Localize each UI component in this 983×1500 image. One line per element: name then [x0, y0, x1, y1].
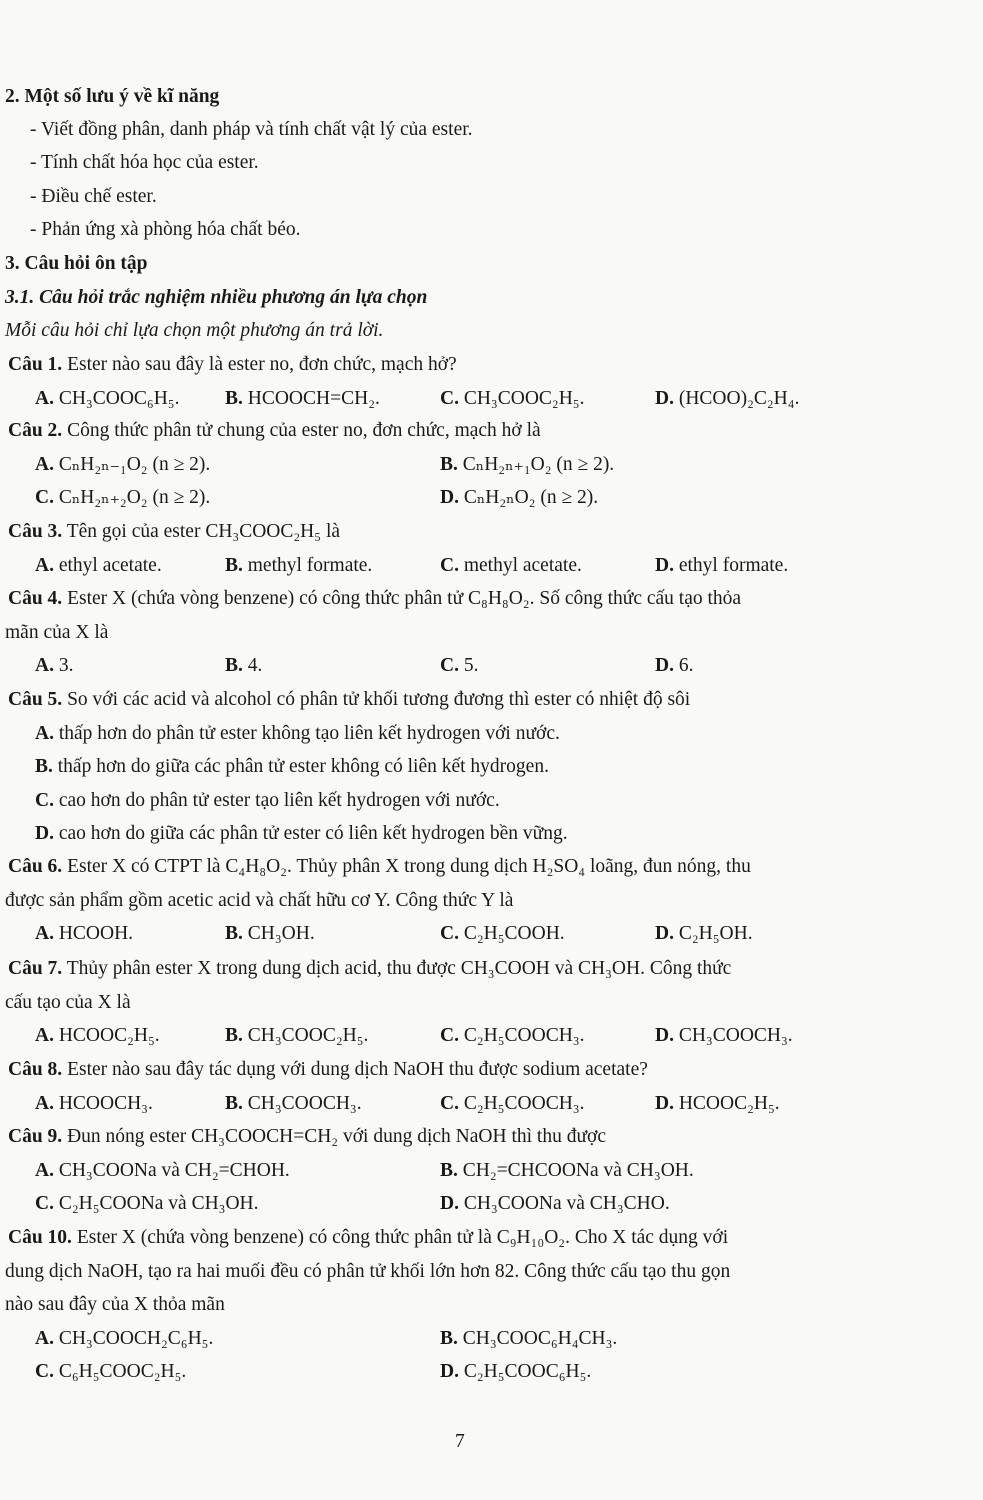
- list-item: - Điều chế ester.: [30, 186, 157, 207]
- list-item: - Viết đồng phân, danh pháp và tính chất vật lý của ester.: [30, 119, 473, 140]
- page-number: 7: [455, 1431, 465, 1452]
- answer-option: [35, 654, 73, 678]
- option-text: C₂H₅COOCH₃.: [463, 1092, 585, 1114]
- question-number: Câu 5.: [8, 689, 63, 710]
- option-letter: D.: [440, 487, 459, 509]
- option-text: CH₃OH.: [247, 923, 315, 945]
- question-stem: [8, 957, 731, 981]
- option-letter: B.: [225, 1092, 243, 1114]
- option-text: CH₃COOCH₃.: [247, 1092, 362, 1114]
- option-text: ethyl formate.: [678, 554, 789, 576]
- option-text: ethyl acetate.: [58, 554, 162, 576]
- answer-option: [35, 722, 560, 746]
- option-text: HCOOC₂H₅.: [678, 1092, 780, 1114]
- option-letter: A.: [35, 1092, 54, 1114]
- option-letter: C.: [440, 387, 459, 409]
- option-text: CH₂=CHCOONa và CH₃OH.: [462, 1159, 694, 1181]
- answer-option: [35, 1159, 290, 1183]
- option-letter: D.: [655, 1092, 674, 1114]
- option-letter: B.: [225, 387, 243, 409]
- option-letter: A.: [35, 554, 54, 576]
- option-text: CH₃COOC₆H₅.: [58, 387, 180, 409]
- option-letter: C.: [440, 1092, 459, 1114]
- answer-option: [35, 1327, 213, 1351]
- option-letter: B.: [440, 1327, 458, 1349]
- answer-option: [655, 554, 788, 578]
- answer-option: [35, 755, 549, 779]
- answer-option: [440, 1192, 670, 1216]
- section-heading: 3. Câu hỏi ôn tập: [5, 253, 148, 274]
- question-stem: [8, 688, 690, 712]
- question-text-continued: mãn của X là: [5, 621, 109, 643]
- option-letter: B.: [225, 923, 243, 945]
- answer-option: [35, 822, 568, 846]
- option-letter: D.: [655, 554, 674, 576]
- answer-option: [35, 1192, 259, 1216]
- option-text: CₙH₂ₙ₊₁O₂ (n ≥ 2).: [462, 453, 615, 475]
- question-text: Ester nào sau đây là ester no, đơn chức, mạch hở?: [67, 354, 457, 375]
- option-text: methyl acetate.: [463, 554, 582, 576]
- question-text: Ester X (chứa vòng benzene) có công thức phân tử C₈H₈O₂. Số công thức cấu tạo thỏa: [67, 588, 742, 609]
- option-text: C₂H₅OH.: [678, 923, 753, 945]
- question-text: Ester nào sau đây tác dụng với dung dịch NaOH thu được sodium acetate?: [67, 1059, 648, 1080]
- answer-option: [35, 486, 210, 510]
- option-text: CₙH₂ₙO₂ (n ≥ 2).: [463, 487, 599, 509]
- question-number: Câu 6.: [8, 856, 63, 877]
- answer-option: [655, 1024, 793, 1048]
- question-stem: [8, 419, 541, 443]
- question-stem: [8, 1125, 606, 1149]
- option-letter: C.: [35, 789, 54, 811]
- question-text: Tên gọi của ester CH₃COOC₂H₅ là: [66, 521, 341, 542]
- answer-option: [35, 1024, 160, 1048]
- option-letter: D.: [655, 387, 674, 409]
- option-letter: D.: [655, 923, 674, 945]
- option-text: C₂H₅COOH.: [463, 923, 565, 945]
- question-stem: [8, 855, 751, 879]
- option-text: C₂H₅COONa và CH₃OH.: [58, 1193, 259, 1215]
- answer-option: [440, 554, 582, 578]
- answer-option: [35, 789, 500, 813]
- option-text: cao hơn do phân tử ester tạo liên kết hydrogen với nước.: [58, 789, 500, 811]
- option-text: 6.: [678, 655, 694, 677]
- question-number: Câu 3.: [8, 521, 63, 542]
- option-letter: A.: [35, 1159, 54, 1181]
- list-item: - Tính chất hóa học của ester.: [30, 152, 259, 173]
- option-letter: D.: [655, 1025, 674, 1047]
- option-text: cao hơn do giữa các phân tử ester có liên kết hydrogen bền vững.: [58, 823, 568, 845]
- option-letter: D.: [655, 655, 674, 677]
- list-item: - Phản ứng xà phòng hóa chất béo.: [30, 219, 301, 240]
- answer-option: [225, 1024, 368, 1048]
- option-letter: B.: [440, 1159, 458, 1181]
- question-number: Câu 7.: [8, 958, 63, 979]
- option-text: CH₃COOC₆H₄CH₃.: [462, 1327, 618, 1349]
- answer-option: [655, 654, 693, 678]
- option-text: CₙH₂ₙ₋₁O₂ (n ≥ 2).: [58, 453, 211, 475]
- answer-option: [440, 1092, 584, 1116]
- option-letter: A.: [35, 722, 54, 744]
- option-letter: A.: [35, 453, 54, 475]
- option-letter: D.: [35, 823, 54, 845]
- option-letter: D.: [440, 1361, 459, 1383]
- option-letter: C.: [35, 1193, 54, 1215]
- question-stem: [8, 587, 741, 611]
- option-text: CH₃COONa và CH₃CHO.: [463, 1193, 670, 1215]
- option-text: thấp hơn do phân tử ester không tạo liên kết hydrogen với nước.: [58, 722, 560, 744]
- subsection-heading: 3.1. Câu hỏi trắc nghiệm nhiều phương án lựa chọn: [5, 287, 428, 308]
- option-text: 4.: [247, 655, 263, 677]
- option-letter: C.: [35, 1361, 54, 1383]
- answer-option: [440, 922, 565, 946]
- option-text: 3.: [58, 655, 74, 677]
- question-text-continued: nào sau đây của X thỏa mãn: [5, 1294, 225, 1316]
- question-number: Câu 4.: [8, 588, 63, 609]
- option-text: HCOOH.: [58, 923, 134, 945]
- option-text: C₂H₅COOC₆H₅.: [463, 1361, 592, 1383]
- answer-option: [655, 387, 799, 411]
- answer-option: [225, 387, 380, 411]
- option-letter: A.: [35, 655, 54, 677]
- option-text: (HCOO)₂C₂H₄.: [678, 387, 800, 409]
- instruction: Mỗi câu hỏi chỉ lựa chọn một phương án trả lời.: [5, 320, 384, 341]
- option-letter: B.: [440, 453, 458, 475]
- option-letter: C.: [440, 655, 459, 677]
- question-number: Câu 9.: [8, 1126, 63, 1147]
- answer-option: [440, 654, 478, 678]
- option-letter: B.: [225, 554, 243, 576]
- question-text-continued: cấu tạo của X là: [5, 991, 131, 1013]
- question-text: Thủy phân ester X trong dung dịch acid, thu được CH₃COOH và CH₃OH. Công thức: [66, 958, 732, 979]
- question-number: Câu 8.: [8, 1059, 63, 1080]
- answer-option: [440, 453, 614, 477]
- answer-option: [655, 922, 753, 946]
- question-stem: [8, 353, 457, 377]
- question-number: Câu 10.: [8, 1227, 72, 1248]
- question-stem: [8, 520, 340, 544]
- answer-option: [440, 486, 598, 510]
- option-letter: C.: [440, 1025, 459, 1047]
- answer-option: [225, 654, 262, 678]
- option-letter: C.: [35, 487, 54, 509]
- question-text-continued: được sản phẩm gồm acetic acid và chất hữu cơ Y. Công thức Y là: [5, 889, 514, 911]
- answer-option: [440, 387, 584, 411]
- question-number: Câu 2.: [8, 420, 63, 441]
- option-text: 5.: [463, 655, 479, 677]
- option-letter: B.: [35, 756, 53, 778]
- section-heading: 2. Một số lưu ý về kĩ năng: [5, 86, 220, 107]
- option-text: CH₃COOC₂H₅.: [247, 1025, 369, 1047]
- option-text: C₂H₅COOCH₃.: [463, 1025, 585, 1047]
- answer-option: [440, 1360, 591, 1384]
- answer-option: [35, 387, 179, 411]
- option-letter: C.: [440, 554, 459, 576]
- option-letter: B.: [225, 1025, 243, 1047]
- question-text: Ester X có CTPT là C₄H₈O₂. Thủy phân X trong dung dịch H₂SO₄ loãng, đun nóng, thu: [67, 856, 751, 877]
- question-stem: [8, 1226, 728, 1250]
- option-text: CH₃COOCH₃.: [678, 1025, 793, 1047]
- option-text: thấp hơn do giữa các phân tử ester không có liên kết hydrogen.: [57, 756, 549, 778]
- option-letter: A.: [35, 387, 54, 409]
- answer-option: [225, 1092, 362, 1116]
- option-text: HCOOCH₃.: [58, 1092, 153, 1114]
- question-number: Câu 1.: [8, 354, 63, 375]
- answer-option: [440, 1024, 584, 1048]
- option-letter: A.: [35, 1327, 54, 1349]
- option-text: CₙH₂ₙ₊₂O₂ (n ≥ 2).: [58, 487, 211, 509]
- option-text: methyl formate.: [247, 554, 373, 576]
- option-text: CH₃COOCH₂C₆H₅.: [58, 1327, 214, 1349]
- answer-option: [655, 1092, 780, 1116]
- option-text: HCOOCH=CH₂.: [247, 387, 380, 409]
- question-text-continued: dung dịch NaOH, tạo ra hai muối đều có phân tử khối lớn hơn 82. Công thức cấu tạo thu gọn: [5, 1260, 731, 1282]
- answer-option: [440, 1327, 617, 1351]
- answer-option: [35, 554, 162, 578]
- question-text: Công thức phân tử chung của ester no, đơn chức, mạch hở là: [67, 420, 541, 441]
- question-text: Ester X (chứa vòng benzene) có công thức phân tử là C₉H₁₀O₂. Cho X tác dụng với: [76, 1227, 729, 1248]
- answer-option: [225, 922, 315, 946]
- option-text: CH₃COONa và CH₂=CHOH.: [58, 1159, 290, 1181]
- option-text: CH₃COOC₂H₅.: [463, 387, 585, 409]
- option-letter: B.: [225, 655, 243, 677]
- question-stem: [8, 1058, 648, 1082]
- option-letter: A.: [35, 923, 54, 945]
- option-letter: C.: [440, 923, 459, 945]
- answer-option: [35, 1092, 153, 1116]
- question-text: So với các acid và alcohol có phân tử khối tương đương thì ester có nhiệt độ sôi: [67, 689, 691, 710]
- answer-option: [35, 922, 133, 946]
- answer-option: [440, 1159, 694, 1183]
- option-text: C₆H₅COOC₂H₅.: [58, 1361, 187, 1383]
- question-text: Đun nóng ester CH₃COOCH=CH₂ với dung dịch NaOH thì thu được: [67, 1126, 606, 1147]
- option-letter: D.: [440, 1193, 459, 1215]
- option-text: HCOOC₂H₅.: [58, 1025, 160, 1047]
- option-letter: A.: [35, 1025, 54, 1047]
- answer-option: [225, 554, 372, 578]
- answer-option: [35, 453, 210, 477]
- answer-option: [35, 1360, 186, 1384]
